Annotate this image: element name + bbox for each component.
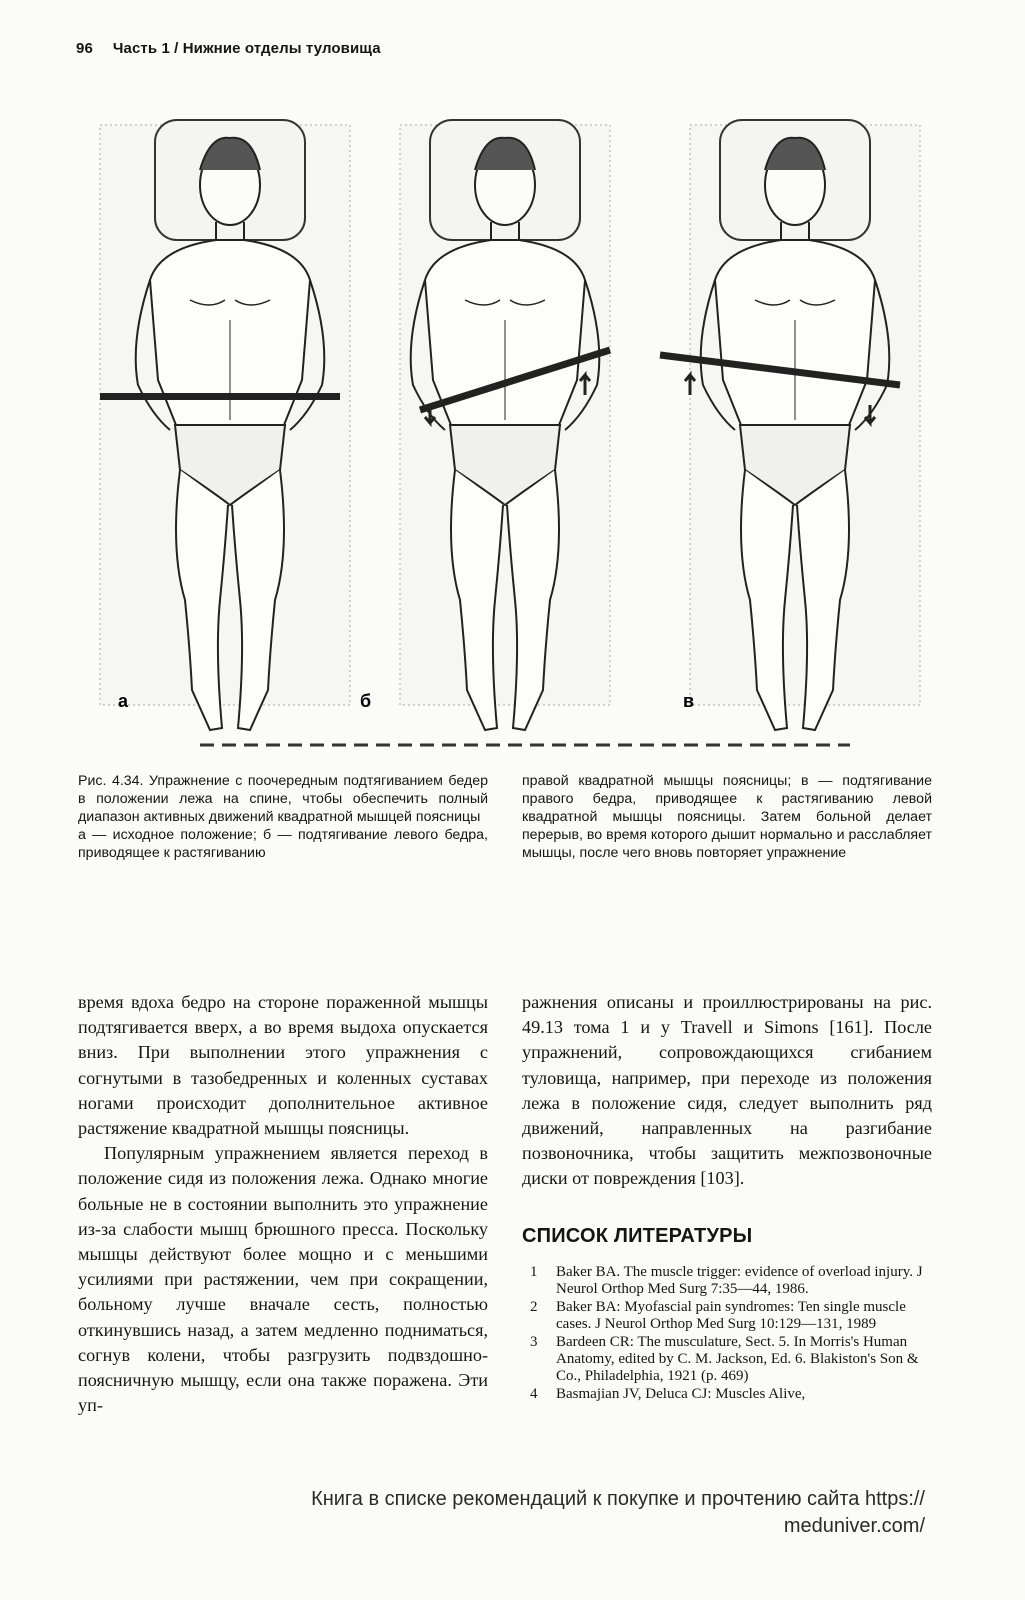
caption-paragraph: правой квадратной мышцы поясницы; в — подтягивание правого бедра, приводящее к растягиванию левой квадратной мышцы поясницы. Затем больной делает перерыв, во время которого дышит нормально и расслабляет мышцы, после чего вновь повторяет упражнение xyxy=(522,773,932,861)
figure-label-a: а xyxy=(118,691,129,711)
figure-panel-b xyxy=(400,120,610,730)
references-list xyxy=(530,1264,932,1404)
running-head xyxy=(76,40,381,57)
body-column-right xyxy=(522,990,932,1192)
footer-link[interactable]: meduniver.com/ xyxy=(783,1515,925,1537)
reference-item xyxy=(530,1334,932,1385)
caption-paragraph: а — исходное положение; б — подтягивание левого бедра, приводящее к растягиванию xyxy=(78,827,488,861)
references-heading: СПИСОК ЛИТЕРАТУРЫ xyxy=(522,1225,753,1247)
reference-item xyxy=(530,1386,932,1403)
figure-illustration xyxy=(90,105,930,765)
reference-text: Baker BA: Myofascial pain syndromes: Ten single muscle cases. J Neurol Orthop Med Surg 10:129—131, 1989 xyxy=(556,1299,906,1332)
figure-label-b: б xyxy=(360,691,372,711)
section-title: Часть 1 / Нижние отделы туловища xyxy=(112,40,381,57)
caption-paragraph: Рис. 4.34. Упражнение с поочередным подтягиванием бедер в положении лежа на спине, чтобы обеспечить полный диапазон активных движений квадратной мышцей поясницы xyxy=(78,773,488,825)
body-paragraph: ражнения описаны и проиллюстрированы на рис. 49.13 тома 1 и у Travell и Simons [161]. После упражнений, сопровождающихся сгибанием туловища, например, при переходе из положения лежа в положение сидя, следует выполнить ряд движений, направленных на разгибание позвоночника, чтобы защитить межпозвоночные диски от повреждения [103]. xyxy=(522,992,932,1189)
reference-item xyxy=(530,1264,932,1298)
reference-number: 3 xyxy=(530,1334,538,1350)
figure-label-c: в xyxy=(683,691,695,711)
figure-caption-right xyxy=(522,772,932,862)
site-footer-note xyxy=(150,1486,925,1540)
reference-text: Bardeen CR: The musculature, Sect. 5. In Morris's Human Anatomy, edited by C. M. Jackson, Ed. 6. Blakiston's Son & Co., Philadelphia, 1921 (p. 469) xyxy=(556,1334,919,1384)
figure-panel-a xyxy=(100,120,350,730)
reference-number: 1 xyxy=(530,1264,538,1280)
footer-line: Книга в списке рекомендаций к покупке и прочтению сайта https:// xyxy=(311,1488,925,1510)
reference-number: 2 xyxy=(530,1299,538,1315)
page-number: 96 xyxy=(76,40,93,57)
reference-number: 4 xyxy=(530,1386,538,1402)
body-paragraph: время вдоха бедро на стороне пораженной мышцы подтягивается вверх, а во время выдоха опускается вниз. При выполнении этого упражнения с согнутыми в тазобедренных и коленных суставах ногами происходит дополнительное активное растяжение квадратной мышцы поясницы. xyxy=(78,992,488,1139)
reference-item xyxy=(530,1299,932,1333)
reference-text: Baker BA. The muscle trigger: evidence of overload injury. J Neurol Orthop Med Surg 7:35—44, 1986. xyxy=(556,1264,923,1297)
reference-text: Basmajian JV, Deluca CJ: Muscles Alive, xyxy=(556,1386,806,1402)
body-column-left xyxy=(78,990,488,1418)
figure-caption-left xyxy=(78,772,488,862)
figure-panel-c xyxy=(660,120,920,730)
body-paragraph: Популярным упражнением является переход в положение сидя из положения лежа. Однако многие больные не в состоянии выполнить это упражнение из-за слабости мышц брюшного пресса. Поскольку мышцы действуют более мощно и с меньшими усилиями при растяжении, чем при сокращении, больному лучше вначале сесть, полностью откинувшись назад, а затем медленно подниматься, согнув колени, чтобы разгрузить подвздошно-поясничную мышцу, если она также поражена. Эти уп- xyxy=(78,1143,488,1416)
